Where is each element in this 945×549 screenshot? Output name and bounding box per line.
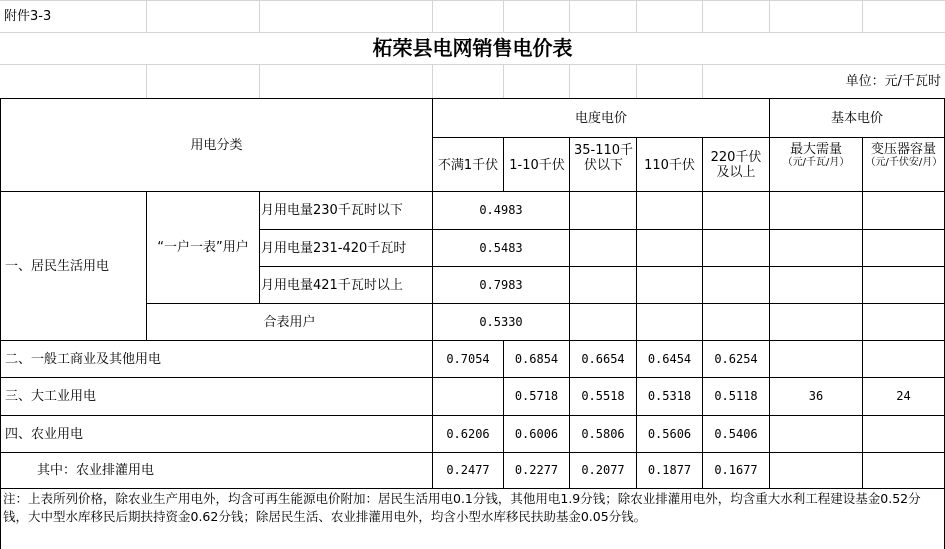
header-voltage-1: 不满1千伏	[437, 157, 499, 173]
agriculture-v2: 0.6006	[514, 426, 559, 441]
irrigation-label: 其中：农业排灌用电	[37, 463, 155, 478]
table-border	[432, 137, 769, 138]
irrigation-v4: 0.1877	[647, 463, 692, 477]
general-v2: 0.6854	[514, 351, 559, 366]
header-voltage-2: 1-10千伏	[509, 157, 565, 173]
gridline	[432, 64, 433, 98]
general-v5: 0.6254	[714, 351, 758, 366]
one-meter-label: “一户一表”用户	[157, 240, 249, 255]
header-max-demand	[770, 138, 862, 191]
gridline	[146, 0, 147, 32]
industrial-v5: 0.5118	[714, 389, 758, 403]
header-category: 用电分类	[190, 137, 243, 153]
header-basic-price: 基本电价	[830, 110, 883, 126]
gridline	[769, 0, 770, 32]
tier-3-label: 月用电量421千瓦时以上	[261, 277, 403, 293]
gridline	[259, 0, 260, 32]
general-v3: 0.6654	[581, 351, 625, 366]
gridline	[702, 0, 703, 32]
gridline	[569, 64, 570, 98]
tier-2-value: 0.5483	[479, 240, 523, 255]
page-title: 柘荣县电网销售电价表	[372, 36, 573, 60]
irrigation-v2: 0.2277	[514, 463, 559, 477]
industrial-max-demand: 36	[808, 389, 824, 403]
unit-label: 单位：元/千瓦时	[845, 74, 941, 89]
industrial-label: 三、大工业用电	[5, 389, 97, 404]
shared-meter-label: 合表用户	[263, 314, 316, 330]
residential-label: 一、居民生活用电	[5, 258, 110, 274]
industrial-transformer: 24	[896, 389, 911, 403]
agriculture-v1: 0.6206	[446, 426, 490, 441]
gridline	[503, 64, 504, 98]
gridline	[569, 0, 570, 32]
header-voltage-3: 35-110千伏以下	[573, 143, 634, 173]
agriculture-v3: 0.5806	[581, 426, 625, 441]
max-demand-label: 最大需量	[789, 142, 842, 157]
industrial-v4: 0.5318	[647, 389, 692, 403]
gridline	[636, 0, 637, 32]
gridline	[636, 64, 637, 98]
tier-3-value: 0.7983	[479, 277, 523, 292]
irrigation-v3: 0.2077	[581, 463, 625, 477]
general-v1: 0.7054	[446, 351, 490, 366]
industrial-v2: 0.5718	[514, 389, 559, 403]
gridline	[259, 64, 260, 98]
header-voltage-4: 110千伏	[644, 157, 695, 173]
table-border	[503, 137, 504, 192]
attachment-label: 附件3-3	[4, 9, 52, 24]
gridline	[503, 0, 504, 32]
header-energy-price: 电度电价	[574, 110, 627, 126]
header-transformer-capacity	[863, 138, 944, 191]
transformer-capacity-label: 变压器容量	[870, 142, 936, 157]
shared-meter-value: 0.5330	[479, 314, 523, 329]
industrial-v3: 0.5518	[581, 389, 625, 403]
agriculture-v4: 0.5606	[647, 426, 692, 441]
gridline	[146, 64, 147, 98]
tier-2-label: 月用电量231-420千瓦时	[261, 240, 407, 256]
irrigation-v1: 0.2477	[446, 463, 490, 477]
max-demand-unit: （元/千瓦/月）	[782, 157, 850, 168]
tier-1-label: 月用电量230千瓦时以下	[261, 203, 403, 218]
gridline	[862, 0, 863, 32]
footnote: 注：上表所列价格，除农业生产用电外，均含可再生能源电价附加：居民生活用电0.1分钱，其他用电1.9分钱；除农业排灌用电外，均含重大水利工程建设基金0.52分钱，大中型水库移民后期扶持资金0.62分钱；除居民生活、农业排灌用电外，均含小型水库移民扶助基金0.05分钱。	[3, 491, 921, 524]
tier-1-value: 0.4983	[479, 203, 523, 217]
agriculture-v5: 0.5406	[714, 426, 758, 441]
gridline	[702, 64, 703, 98]
general-v4: 0.6454	[647, 351, 692, 366]
transformer-capacity-unit: （元/千伏安/月）	[865, 157, 943, 168]
general-label: 二、一般工商业及其他用电	[5, 351, 162, 367]
table-border	[0, 488, 945, 489]
gridline	[432, 0, 433, 32]
agriculture-label: 四、农业用电	[5, 426, 84, 442]
irrigation-v5: 0.1677	[714, 463, 758, 477]
industrial-v1	[433, 378, 503, 415]
header-voltage-5: 220千伏及以上	[710, 150, 762, 180]
